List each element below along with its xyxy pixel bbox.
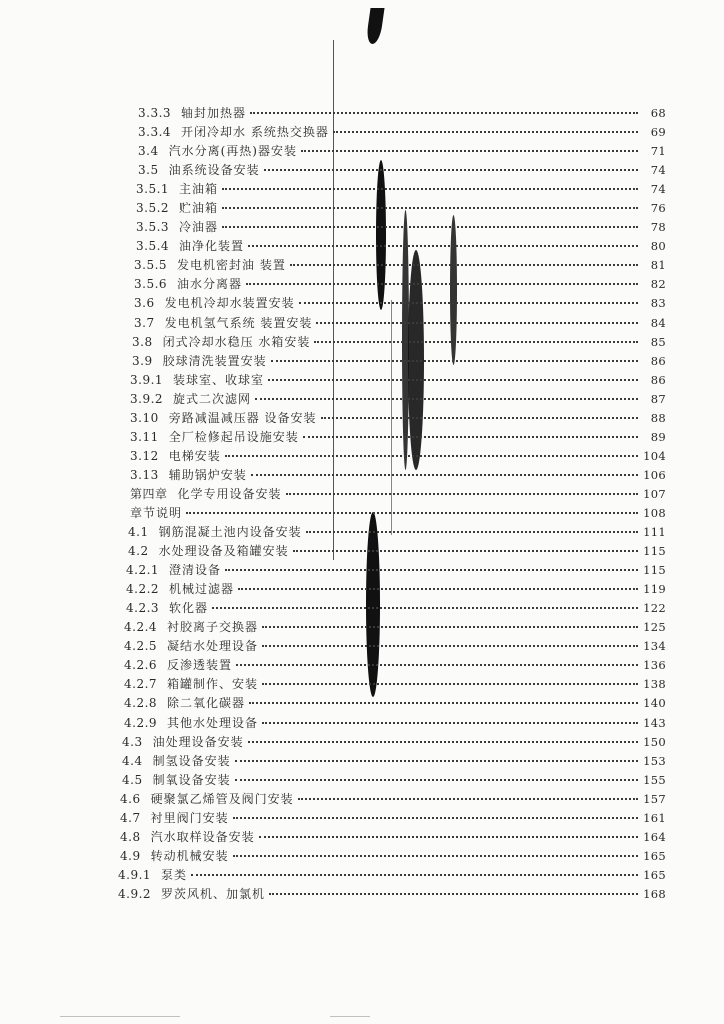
toc-entry-title: 油净化装置	[179, 239, 245, 254]
toc-entry-number: 4.2.7	[124, 677, 158, 692]
toc-entry-page: 71	[650, 144, 666, 159]
toc-entry-page: 155	[643, 772, 666, 787]
dot-leader	[259, 835, 638, 838]
dot-leader	[321, 416, 638, 419]
toc-entry-number: 4.2	[128, 544, 149, 559]
toc-entry-title: 衬胶离子交换器	[167, 620, 259, 635]
toc-entry-title: 发电机氢气系统 装置安装	[164, 315, 313, 330]
toc-entry	[118, 390, 666, 409]
toc-entry-title: 罗茨风机、加氯机	[161, 886, 266, 901]
dot-leader	[333, 130, 638, 133]
toc-entry	[118, 237, 666, 256]
toc-entry-page: 88	[650, 410, 666, 425]
toc-entry-page: 80	[650, 239, 666, 254]
toc-entry-number: 4.1	[128, 525, 149, 540]
toc-entry	[118, 428, 666, 447]
toc-entry-title: 钢筋混凝土池内设备安装	[158, 525, 302, 540]
dot-leader	[249, 701, 638, 704]
toc-entry-number: 3.5.2	[136, 201, 170, 216]
toc-entry-number: 4.8	[120, 829, 141, 844]
toc-entry-number: 3.5.3	[136, 220, 170, 235]
dot-leader	[255, 397, 638, 400]
dot-leader	[250, 111, 638, 114]
dot-leader	[290, 263, 638, 266]
dot-leader	[191, 873, 638, 876]
toc-entry-page: 76	[650, 201, 666, 216]
dot-leader	[233, 816, 638, 819]
toc-entry	[118, 371, 666, 390]
toc-entry-page: 134	[643, 639, 666, 654]
toc-entry	[118, 828, 666, 847]
dot-leader	[251, 473, 638, 476]
toc-entry-title: 辅助锅炉安装	[168, 467, 247, 482]
dot-leader	[236, 663, 638, 666]
dot-leader	[314, 340, 638, 343]
dot-leader	[264, 168, 638, 171]
toc-entry	[118, 523, 666, 542]
dot-leader	[248, 244, 638, 247]
dot-leader	[301, 149, 638, 152]
dot-leader	[298, 797, 638, 800]
toc-entry-number: 3.5.5	[134, 258, 168, 273]
toc-entry	[118, 275, 666, 294]
dot-leader	[269, 892, 638, 895]
dot-leader	[316, 321, 638, 324]
toc-entry-number: 4.2.8	[124, 696, 158, 711]
toc-entry-page: 84	[650, 315, 666, 330]
toc-entry-number: 3.5.6	[134, 277, 168, 292]
toc-entry-number: 4.4	[122, 753, 143, 768]
toc-entry	[118, 314, 666, 333]
toc-entry-title: 全厂检修起吊设施安装	[168, 429, 299, 444]
toc-entry	[118, 637, 666, 656]
toc-entry-title: 制氧设备安装	[152, 772, 231, 787]
toc-entry-page: 153	[643, 753, 666, 768]
toc-entry-page: 125	[643, 620, 666, 635]
toc-entry-page: 74	[650, 163, 666, 178]
toc-entry-number: 4.7	[120, 810, 141, 825]
toc-entry-page: 104	[643, 448, 666, 463]
toc-entry-title: 机械过滤器	[169, 582, 235, 597]
toc-entry-title: 装球室、收球室	[173, 372, 265, 387]
toc-entry-number: 3.3.3	[138, 106, 172, 120]
toc-entry	[118, 485, 666, 504]
toc-entry-page: 164	[643, 829, 666, 844]
toc-entry-number: 4.2.9	[124, 715, 158, 730]
toc-entry-page: 168	[643, 886, 666, 901]
dot-leader	[222, 225, 638, 228]
toc-entry-title: 开闭冷却水 系统热交换器	[181, 125, 329, 140]
toc-entry	[118, 142, 666, 161]
toc-entry	[118, 580, 666, 599]
scan-streak	[365, 8, 384, 44]
toc-entry-title: 轴封加热器	[181, 106, 247, 120]
toc-entry-title: 制氢设备安装	[152, 753, 231, 768]
toc-entry-page: 122	[643, 601, 666, 616]
toc-entry-title: 澄清设备	[169, 563, 222, 578]
toc-entry-number: 3.13	[130, 467, 159, 482]
toc-entry-page: 86	[650, 353, 666, 368]
toc-entry	[118, 256, 666, 275]
toc-entry-page: 81	[650, 258, 666, 273]
toc-entry-number: 4.2.2	[126, 582, 160, 597]
dot-leader	[186, 511, 638, 514]
toc-entry-title: 箱罐制作、安装	[167, 677, 259, 692]
dot-leader	[222, 206, 638, 209]
toc-entry-page: 69	[650, 125, 666, 140]
toc-entry-number: 4.2.4	[124, 620, 158, 635]
dot-leader	[246, 282, 638, 285]
toc-entry-page: 119	[643, 582, 666, 597]
toc-entry-page: 138	[643, 677, 666, 692]
toc-entry-number: 第四章	[130, 486, 168, 501]
toc-entry-title: 章节说明	[130, 505, 183, 520]
toc-entry-title: 汽水取样设备安装	[150, 829, 255, 844]
toc-entry-title: 油处理设备安装	[152, 734, 244, 749]
toc-entry-number: 4.2.1	[126, 563, 160, 578]
toc-entry-number: 4.9	[120, 848, 141, 863]
toc-entry-number: 3.5	[138, 163, 159, 178]
toc-entry	[118, 123, 666, 142]
toc-entry-page: 82	[650, 277, 666, 292]
toc-entry	[118, 161, 666, 180]
toc-entry-title: 凝结水处理设备	[167, 639, 259, 654]
toc-entry	[118, 618, 666, 637]
toc-entry	[118, 104, 666, 123]
toc-entry-title: 转动机械安装	[150, 848, 229, 863]
dot-leader	[286, 492, 638, 495]
toc-entry-number: 4.2.3	[126, 601, 160, 616]
toc-entry-page: 83	[650, 296, 666, 311]
toc-entry	[118, 466, 666, 485]
toc-entry-page: 74	[650, 182, 666, 197]
toc-entry-title: 旁路减温减压器 设备安装	[168, 410, 317, 425]
toc-entry	[118, 771, 666, 790]
toc-entry	[118, 409, 666, 428]
toc-entry-title: 泵类	[161, 867, 188, 882]
toc-entry	[118, 542, 666, 561]
toc-entry-title: 电梯安装	[168, 448, 221, 463]
toc-entry-page: 108	[643, 505, 666, 520]
toc-entry	[118, 694, 666, 713]
dot-leader	[235, 759, 638, 762]
dot-leader	[222, 187, 638, 190]
toc-entry	[118, 504, 666, 523]
dot-leader	[299, 301, 638, 304]
toc-entry-title: 软化器	[169, 601, 209, 616]
toc-entry-title: 胶球清洗装置安装	[162, 353, 267, 368]
toc-entry-page: 136	[643, 658, 666, 673]
toc-entry	[118, 733, 666, 752]
dot-leader	[262, 721, 638, 724]
toc-entry-number: 4.9.2	[118, 886, 152, 901]
toc-entry-title: 反渗透装置	[167, 658, 233, 673]
scan-edge	[60, 1016, 180, 1017]
dot-leader	[212, 606, 638, 609]
toc-entry-page: 87	[650, 391, 666, 406]
dot-leader	[293, 549, 638, 552]
dot-leader	[303, 435, 638, 438]
toc-entry-number: 3.11	[130, 429, 159, 444]
dot-leader	[262, 644, 638, 647]
toc-entry-page: 89	[650, 429, 666, 444]
dot-leader	[268, 378, 638, 381]
toc-entry-number: 3.5.4	[136, 239, 170, 254]
toc-entry-page: 111	[643, 525, 666, 540]
toc-entry	[118, 352, 666, 371]
toc-entry-page: 150	[643, 734, 666, 749]
toc-entry	[118, 675, 666, 694]
toc-entry-page: 78	[650, 220, 666, 235]
toc-entry-page: 107	[643, 486, 666, 501]
toc-entry-title: 化学专用设备安装	[177, 486, 282, 501]
toc-entry-title: 其他水处理设备	[167, 715, 259, 730]
toc-entry-page: 115	[643, 563, 666, 578]
toc-entry	[118, 885, 666, 904]
toc-entry	[118, 790, 666, 809]
toc-entry-page: 85	[650, 334, 666, 349]
table-of-contents	[118, 104, 666, 904]
toc-entry-page: 165	[643, 867, 666, 882]
toc-entry-page: 68	[650, 106, 666, 120]
toc-entry-title: 发电机冷却水装置安装	[164, 296, 295, 311]
toc-entry-page: 157	[643, 791, 666, 806]
toc-entry	[118, 752, 666, 771]
toc-entry-page: 115	[643, 544, 666, 559]
toc-entry-number: 3.4	[138, 144, 159, 159]
dot-leader	[306, 530, 638, 533]
toc-entry-number: 4.9.1	[118, 867, 152, 882]
toc-entry-number: 3.9.1	[130, 372, 164, 387]
toc-entry-title: 油水分离器	[177, 277, 243, 292]
toc-entry-number: 4.5	[122, 772, 143, 787]
toc-entry-title: 发电机密封油 装置	[177, 258, 286, 273]
toc-entry-number: 3.6	[134, 296, 155, 311]
toc-entry-page: 140	[643, 696, 666, 711]
dot-leader	[271, 359, 638, 362]
toc-entry-number: 3.5.1	[136, 182, 170, 197]
dot-leader	[233, 854, 638, 857]
toc-entry	[118, 847, 666, 866]
toc-entry-number: 3.7	[134, 315, 155, 330]
toc-entry-page: 165	[643, 848, 666, 863]
toc-entry-title: 衬里阀门安装	[150, 810, 229, 825]
toc-entry-title: 旋式二次滤网	[173, 391, 252, 406]
toc-entry-number: 4.6	[120, 791, 141, 806]
dot-leader	[225, 454, 638, 457]
toc-entry	[118, 180, 666, 199]
toc-entry-title: 硬聚氯乙烯管及阀门安装	[150, 791, 294, 806]
toc-entry-number: 3.12	[130, 448, 159, 463]
dot-leader	[225, 568, 638, 571]
scan-edge	[330, 1016, 370, 1017]
toc-entry-number: 4.3	[122, 734, 143, 749]
toc-entry-page: 161	[643, 810, 666, 825]
toc-entry-number: 3.9	[132, 353, 153, 368]
toc-entry	[118, 599, 666, 618]
toc-entry	[118, 714, 666, 733]
toc-entry-number: 3.10	[130, 410, 159, 425]
toc-entry-number: 4.2.5	[124, 639, 158, 654]
dot-leader	[238, 587, 638, 590]
dot-leader	[262, 682, 638, 685]
toc-entry-title: 除二氧化碳器	[167, 696, 246, 711]
toc-entry	[118, 218, 666, 237]
toc-entry	[118, 199, 666, 218]
toc-entry	[118, 447, 666, 466]
toc-entry	[118, 656, 666, 675]
toc-entry-title: 主油箱	[179, 182, 219, 197]
toc-entry-number: 3.8	[132, 334, 153, 349]
dot-leader	[262, 625, 638, 628]
toc-entry-title: 水处理设备及箱罐安装	[158, 544, 289, 559]
toc-entry-number: 3.9.2	[130, 391, 164, 406]
toc-entry-title: 油系统设备安装	[168, 163, 260, 178]
toc-entry-page: 106	[643, 467, 666, 482]
toc-entry-title: 贮油箱	[179, 201, 219, 216]
toc-entry	[118, 866, 666, 885]
dot-leader	[235, 778, 638, 781]
toc-entry-title: 冷油器	[179, 220, 219, 235]
dot-leader	[248, 740, 638, 743]
toc-entry-number: 4.2.6	[124, 658, 158, 673]
toc-entry-page: 143	[643, 715, 666, 730]
toc-entry-title: 闭式冷却水稳压 水箱安装	[162, 334, 311, 349]
toc-entry-page: 86	[650, 372, 666, 387]
toc-entry	[118, 561, 666, 580]
toc-entry	[118, 809, 666, 828]
toc-entry-title: 汽水分离(再热)器安装	[168, 144, 297, 159]
toc-entry	[118, 294, 666, 313]
toc-entry	[118, 333, 666, 352]
toc-entry-number: 3.3.4	[138, 125, 172, 140]
